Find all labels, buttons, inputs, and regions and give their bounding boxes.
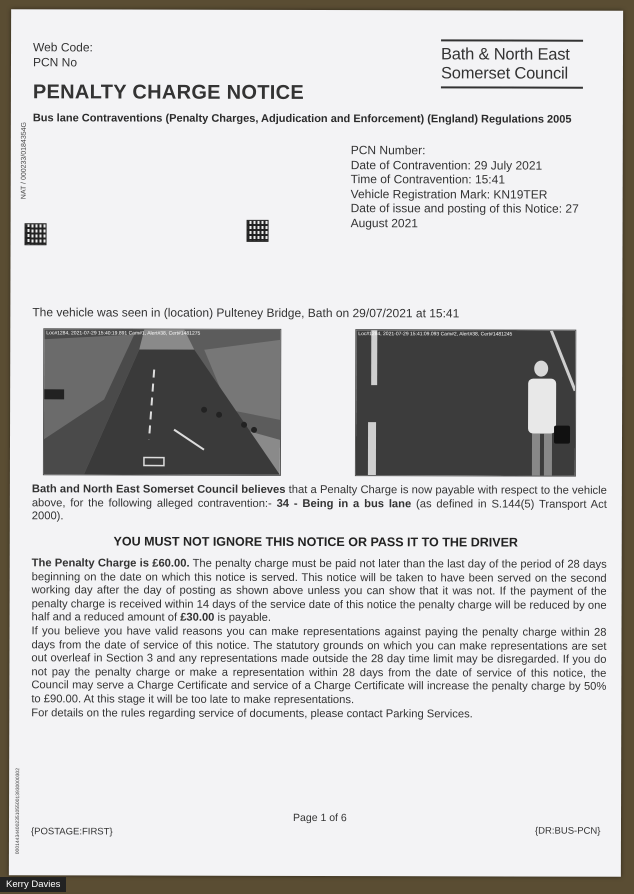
street-scene-image xyxy=(44,329,280,475)
web-code-block xyxy=(33,40,93,70)
council-logo xyxy=(441,39,583,88)
reduced-amount: £30.00 xyxy=(180,612,215,625)
pcn-no-label: PCN No xyxy=(32,55,78,70)
representations-paragraph: If you believe you have valid reasons you can make representations against paying the penalty charge within 28 days from the date of service of this notice. The statutory grounds on which you can make representations are set out overleaf in Section 3 and any representations made outside the 28 day time limit may be disregarded. If you do not pay the penalty charge or make a representation within 28 days from the date of service of this notice, the Council may serve a Charge Certificate and service of a Charge Certificate will increase the penalty charge by 50% to £90.00. At this stage it will be too late to make representations. xyxy=(31,625,607,707)
contravention-code: 34 - Being in a bus lane xyxy=(276,497,412,510)
penalty-amount: The Penalty Charge is £60.00. xyxy=(31,557,190,570)
pcn-number: PCN Number: xyxy=(350,143,426,158)
logo-line-1: Bath & North East xyxy=(440,45,570,64)
postage-code: {POSTAGE:FIRST} xyxy=(30,826,113,838)
logo-line-2: Somerset Council xyxy=(440,64,569,83)
page-title: PENALTY CHARGE NOTICE xyxy=(32,81,305,104)
qr-code-left xyxy=(25,223,47,245)
web-code-label: Web Code: xyxy=(33,40,93,55)
camera-photo-pedestrian xyxy=(355,329,576,477)
regulations-heading: Bus lane Contraventions (Penalty Charges, Adjudication and Enforcement) (England) Regulations 2005 xyxy=(32,112,572,126)
contravention-details xyxy=(351,143,591,231)
service-rules-paragraph: For details on the rules regarding service of documents, please contact Parking Services. xyxy=(31,707,473,721)
date-of-issue: Date of issue and posting of this Notice: 27 August 2021 xyxy=(350,201,579,230)
camera-stamp-1: Loc#1284, 2021-07-29 15:40:19.891 Cam#1, Alert#38, Cert#1481275 xyxy=(46,330,201,337)
photo-credit: Kerry Davies xyxy=(0,877,66,892)
penalty-charge-paragraph: The Penalty Charge is £60.00. The penalty charge must be paid not later than the last day of the period of 28 days beginning on the date on which this notice is served. This notice will be taken to have been served on the second working day after the day of posting as shown above unless you can show that it was not. If the payment of the penalty charge is received within 14 days of the service date of this notice the penalty charge will be reduced by one half and a reduced amount of £30.00 is payable. xyxy=(31,557,607,625)
qr-code-center xyxy=(247,220,269,242)
camera-photo-street xyxy=(43,328,281,476)
document-code: {DR:BUS-PCN} xyxy=(534,825,601,837)
belief-lead: Bath and North East Somerset Council believes xyxy=(31,483,286,496)
time-of-contravention: Time of Contravention: 15:41 xyxy=(350,172,506,187)
date-of-contravention: Date of Contravention: 29 July 2021 xyxy=(350,157,543,173)
vertical-reference: NAT / 000233/0184354G xyxy=(20,122,28,200)
margin-barcode-text: 0001443440023510550013930000302 xyxy=(14,767,22,855)
council-belief-paragraph: Bath and North East Somerset Council believes that a Penalty Charge is now payable with respect to the vehicle above, for the following alleged contravention:- 34 - Being in a bus lane (as defined in S.144(5) Transport Act 2000). xyxy=(31,483,607,523)
location-statement: The vehicle was seen in (location) Pulteney Bridge, Bath on 29/07/2021 at 15:41 xyxy=(32,305,460,321)
warning-heading: YOU MUST NOT IGNORE THIS NOTICE OR PASS IT TO THE DRIVER xyxy=(113,534,518,550)
vehicle-registration: Vehicle Registration Mark: KN19TER xyxy=(350,186,548,202)
camera-stamp-2: Loc#1284, 2021-07-29 15:41:09.093 Cam#2, Alert#38, Cert#1481245 xyxy=(358,331,513,338)
page-number: Page 1 of 6 xyxy=(293,811,347,825)
penalty-notice-page xyxy=(9,9,623,877)
pedestrian-scene-image xyxy=(356,330,575,476)
